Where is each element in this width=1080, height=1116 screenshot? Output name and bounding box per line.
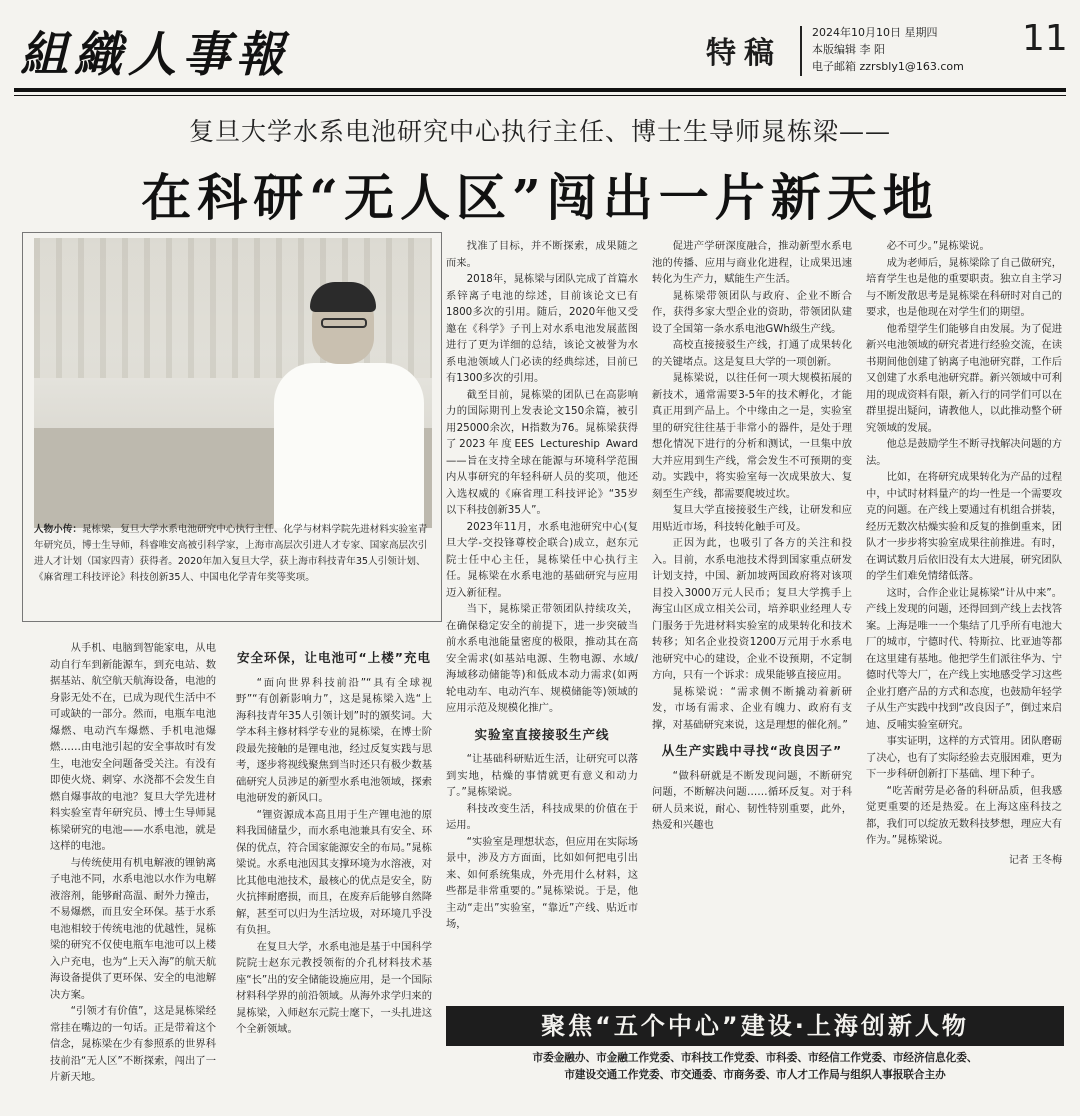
caption-lead: 人物小传： bbox=[34, 524, 82, 535]
paragraph: “引领才有价值”，这是晁栋梁经常挂在嘴边的一句话。正是带着这个信念，晁栋梁在少有参照系的世界科技前沿“无人区”不断探索，闯出了一片新天地。 bbox=[50, 1005, 216, 1083]
paragraph: 2023年11月，水系电池研究中心(复旦大学-交投锋尊校企联合)成立，赵东元院士任中心主任，晁栋梁任中心执行主任。晁栋梁在水系电池的基础研究与应用迈入新征程。 bbox=[446, 520, 638, 599]
sponsor-line-2: 市建设交通工作党委、市交通委、市商务委、市人才工作局与组织人事报联合主办 bbox=[564, 1069, 946, 1081]
masthead-rule bbox=[14, 88, 1066, 92]
divider bbox=[800, 26, 802, 76]
masthead-rule-thin bbox=[14, 95, 1066, 96]
subhead-lab-production: 实验室直接接驳生产线 bbox=[474, 726, 610, 742]
byline: 记者 王冬梅 bbox=[1008, 854, 1062, 866]
paragraph: 必不可少。”晁栋梁说。 bbox=[886, 240, 990, 252]
paragraph: 从手机、电脑到智能家电，从电动自行车到新能源车，到充电站、数据基站、航空航天航海设备，电池的身影无处不在，已成为现代生活中不可或缺的一部分。然而，电瓶车电池爆燃、电动汽车爆燃、手机电池爆燃……由电池引起的安全事故时有发生，电池安全问题备受关注。有没有即使火烧、刺穿、水浇都不会发生自燃自爆事故的电池？复旦大学先进材料实验室青年研究员、博士生导师晁栋梁研究的电池——水系电池，就是这样的电池。 bbox=[50, 642, 216, 852]
paragraph: 这时，合作企业让晁栋梁“计从中来”。产线上发现的问题，还得回到产线上去找答案。上海是唯一一个集结了几乎所有电池大厂的城市，宁德时代、特斯拉、比亚迪等都在这里建有基地。他把学生们派往华为、宁德时代等大厂，在产线上实地感受学习这些企业打磨产品的方式和态度，也鼓励年轻学子从生产实践中找到“改良因子”，倒过来启迪、反哺实验室研究。 bbox=[866, 586, 1063, 731]
lab-coat bbox=[274, 363, 424, 528]
paragraph: 科技改变生活，科技成果的价值在于运用。 bbox=[446, 802, 638, 831]
paragraph: 与传统使用有机电解液的锂钠离子电池不同，水系电池以水作为电解液溶剂，能够耐高温、耐外力撞击，不易爆燃，而且安全环保。基于水系电池相较于传统电池的优越性，晁栋梁的研究不仅使电瓶车电池可以上楼入户充电，也为“上天入海”的航天航海设备提供了更环保、安全的电池解决方案。 bbox=[50, 856, 216, 1001]
masthead bbox=[0, 0, 1080, 100]
issue-meta bbox=[812, 24, 964, 75]
paragraph: 晁栋梁说：“需求侧不断撬动着新研发，市场有需求、企业有魄力、政府有支撑，对基础研究来说，这是理想的催化剂。” bbox=[652, 685, 852, 731]
headline bbox=[22, 108, 1058, 226]
paragraph: “实验室是理想状态，但应用在实际场景中，涉及方方面面，比如如何把电引出来、如何系统集成，外壳用什么材料，这些都是非常重要的。”晁栋梁说。于是，他主动“走出”实验室，“靠近”产线、贴近市场， bbox=[446, 835, 638, 930]
paragraph: “面向世界科技前沿”“具有全球视野”“有创新影响力”，这是晁栋梁入选“上海科技青年35人引领计划”时的颁奖词。大学本科主修材料学专业的晁栋梁，在博士阶段最先接触的是锂电池，经过反复实践与思考，逐步将视线聚焦到当时还只有极少数基础研究人员涉足的新型水系电池领域，探索电池研发的新风口。 bbox=[236, 676, 432, 804]
paragraph: “锂资源成本高且用于生产锂电池的原料我国储量少，而水系电池兼具有安全、环保的优点，符合国家能源安全的布局。”晁栋梁说。水系电池因其支撑环境为水溶液，对比其他电池技术，最核心的优点是安全，防火抗摔耐磨损，而且，在废弃后能够自然降解，甚至可以归为生活垃圾，对环境几乎没有负担。 bbox=[236, 808, 432, 936]
column-3 bbox=[446, 238, 638, 933]
newspaper-logo: 組織人事報 bbox=[20, 27, 291, 83]
paragraph: 在复旦大学，水系电池是基于中国科学院院士赵东元教授领衔的介孔材料技术基座“长”出的安全储能设施应用，是一个国际材料科学界的前沿领域。从海外求学归来的晁栋梁，入师赵东元院士麾下，一头扎进这个全新领域。 bbox=[236, 940, 433, 1035]
paragraph: “吃苦耐劳是必备的科研品质，但我感觉更重要的还是热爱。在上海这座科技之都，我们可以绽放无数科技梦想，理应大有作为。”晁栋梁说。 bbox=[866, 784, 1062, 846]
paragraph: 事实证明，这样的方式管用。团队磨砺了决心，也有了实际经验去克服困难，更为下一步科研创新打下基础、埋下种子。 bbox=[866, 735, 1062, 780]
glasses-icon bbox=[321, 318, 367, 328]
headline-subtitle: 复旦大学水系电池研究中心执行主任、博士生导师晁栋梁—— bbox=[188, 117, 891, 146]
subhead-safety: 安全环保，让电池可“上楼”充电 bbox=[237, 650, 431, 665]
page-editor: 本版编辑 李 阳 bbox=[812, 43, 885, 56]
photo-caption bbox=[34, 522, 432, 614]
editor-email: 电子邮箱 zzrsbly1@163.com bbox=[812, 60, 964, 73]
headline-title: 在科研“无人区”闯出一片新天地 bbox=[141, 168, 939, 227]
paragraph: 促进产学研深度融合，推动新型水系电池的传播、应用与商业化进程，让成果迅速转化为生产力，赋能生产生活。 bbox=[652, 240, 852, 285]
paragraph: 2018年，晁栋梁与团队完成了首篇水系锌离子电池的综述，目前该论文已有1800多次的引用。随后，2020年他又受邀在《科学》子刊上对水系电池发展蓝图进行了更为详细的总结，该论文被誉为水系电池领域人门必读的经典综述，目前已有1300多次的引用。 bbox=[446, 273, 638, 384]
paragraph: 成为老师后，晁栋梁除了自己做研究，培育学生也是他的重要职责。独立自主学习与不断发散思考是晁栋梁在科研时对自己的要求，也是他现在对学生们的期望。 bbox=[866, 256, 1062, 318]
paragraph: 高校直接接驳生产线，打通了成果转化的关键堵点。这是复旦大学的一项创新。 bbox=[652, 339, 852, 368]
paragraph: 复旦大学直接接驳生产线，让研发和应用贴近市场，科技转化触手可及。 bbox=[652, 504, 852, 533]
sponsor-footer bbox=[446, 1050, 1064, 1084]
column-2 bbox=[236, 640, 432, 1038]
series-banner: 聚焦“五个中心”建设·上海创新人物 bbox=[446, 1006, 1064, 1046]
column-5 bbox=[866, 238, 1062, 869]
column-1 bbox=[50, 640, 216, 1086]
paragraph: “做科研就是不断发现问题，不断研究问题，不断解决问题……循环反复。对于科研人员来说，耐心、韧性特别重要，此外，热爱和兴趣也 bbox=[652, 769, 852, 831]
portrait-photo bbox=[34, 238, 432, 528]
paragraph: 比如，在将研究成果转化为产品的过程中，中试时材料量产的均一性是一个需要攻克的问题。在产线上要通过有机组合拼装，经历无数次枯燥实验和反复的推倒重来，团队才一步步将实验室成果往前推进。有时，在调试数月后依旧没有太大进展，研究团队的学生们难免情绪低落。 bbox=[866, 471, 1062, 582]
paragraph: “让基础科研贴近生活，让研究可以落到实地，枯燥的事情就更有意义和动力了。”晁栋梁说。 bbox=[446, 753, 638, 798]
hair bbox=[310, 282, 376, 312]
paragraph: 截至目前，晁栋梁的团队已在高影响力的国际期刊上发表论文150余篇，被引用25000余次，H指数为76。晁栋梁获得了2023年度EES Lectureship Award——旨在支持全球在能源与环境科学范围内从事研究的年轻科研人员的奖项，他还入选权威的《麻省理工科技评论》“35岁以下科技创新35人”。 bbox=[446, 388, 638, 516]
section-name: 特稿 bbox=[706, 36, 782, 71]
page-number: 11 bbox=[1022, 18, 1068, 59]
issue-date: 2024年10月10日 星期四 bbox=[812, 26, 938, 39]
caption-text: 晁栋梁，复旦大学水系电池研究中心执行主任、化学与材料学院先进材料实验室青年研究员，博士生导师，科睿唯安高被引科学家，上海市高层次引进人才专家、国家高层次引进人才计划（国家四青）获得者。2020年加入复旦大学，获上海市科技青年35人引领计划、《麻省理工科技评论》科技创新35人、中国电化学青年奖等奖项。 bbox=[34, 524, 428, 583]
paragraph: 他希望学生们能够自由发展。为了促进新兴电池领域的研究者进行经验交流，在读书期间他创建了钠离子电池研究群，工作后又创建了水系电池研究群。新兴领域中可利用的现成资料有限，新入行的同学们可以在群里提出疑问，请教他人，以此推动整个研究领域的发展。 bbox=[866, 322, 1062, 434]
column-4 bbox=[652, 238, 852, 834]
paragraph: 他总是鼓励学生不断寻找解决问题的方法。 bbox=[866, 438, 1062, 467]
paragraph: 找准了目标，并不断探索，成果随之而来。 bbox=[446, 240, 638, 269]
paragraph: 晁栋梁说，以往任何一项大规模拓展的新技术，通常需要3-5年的技术孵化，才能真正用到产品上。个中缘由之一是，实验室里的研究往往基于非常小的器件，是处于理想化情况下进行的分析和测试，一旦集中放大并应用到生产线，常会发生不可预期的变动。实践中，将实验室每一次成果放大、复刻至生产线，都需要爬坡过坎。 bbox=[652, 372, 852, 500]
sponsor-line-1: 市委金融办、市金融工作党委、市科技工作党委、市科委、市经信工作党委、市经济信息化委、 bbox=[532, 1052, 978, 1064]
paragraph: 晁栋梁带领团队与政府、企业不断合作，获得多家大型企业的资助，带领团队建设了全国第一条水系电池GWh级生产线。 bbox=[652, 289, 852, 335]
paragraph: 正因为此，也吸引了各方的关注和投入。目前，水系电池技术得到国家重点研发计划支持，中国、新加坡两国政府将对该项目投入3000万元人民币；复旦大学携手上海宝山区成立相关公司，培养职业经理人专门服务于先进材料实验室的成果转化和技术转移；知名企业投资1200万元用于水系电池研究中心的建设，企业不设预期，不定制方向，只有一个诉求：成果能够直接应用。 bbox=[652, 537, 852, 681]
paragraph: 当下，晁栋梁正带领团队持续攻关，在确保稳定安全的前提下，进一步突破当前水系电池能量密度的极限，推动其在高安全需求(如基站电源、生物电源、水域/海域移动储能等)和低成本动力需求(如两轮电动车、电动汽车、规模储能等)领域的应用示范及规模化推广。 bbox=[446, 603, 638, 714]
subhead-improvement-factor: 从生产实践中寻找“改良因子” bbox=[661, 743, 843, 758]
